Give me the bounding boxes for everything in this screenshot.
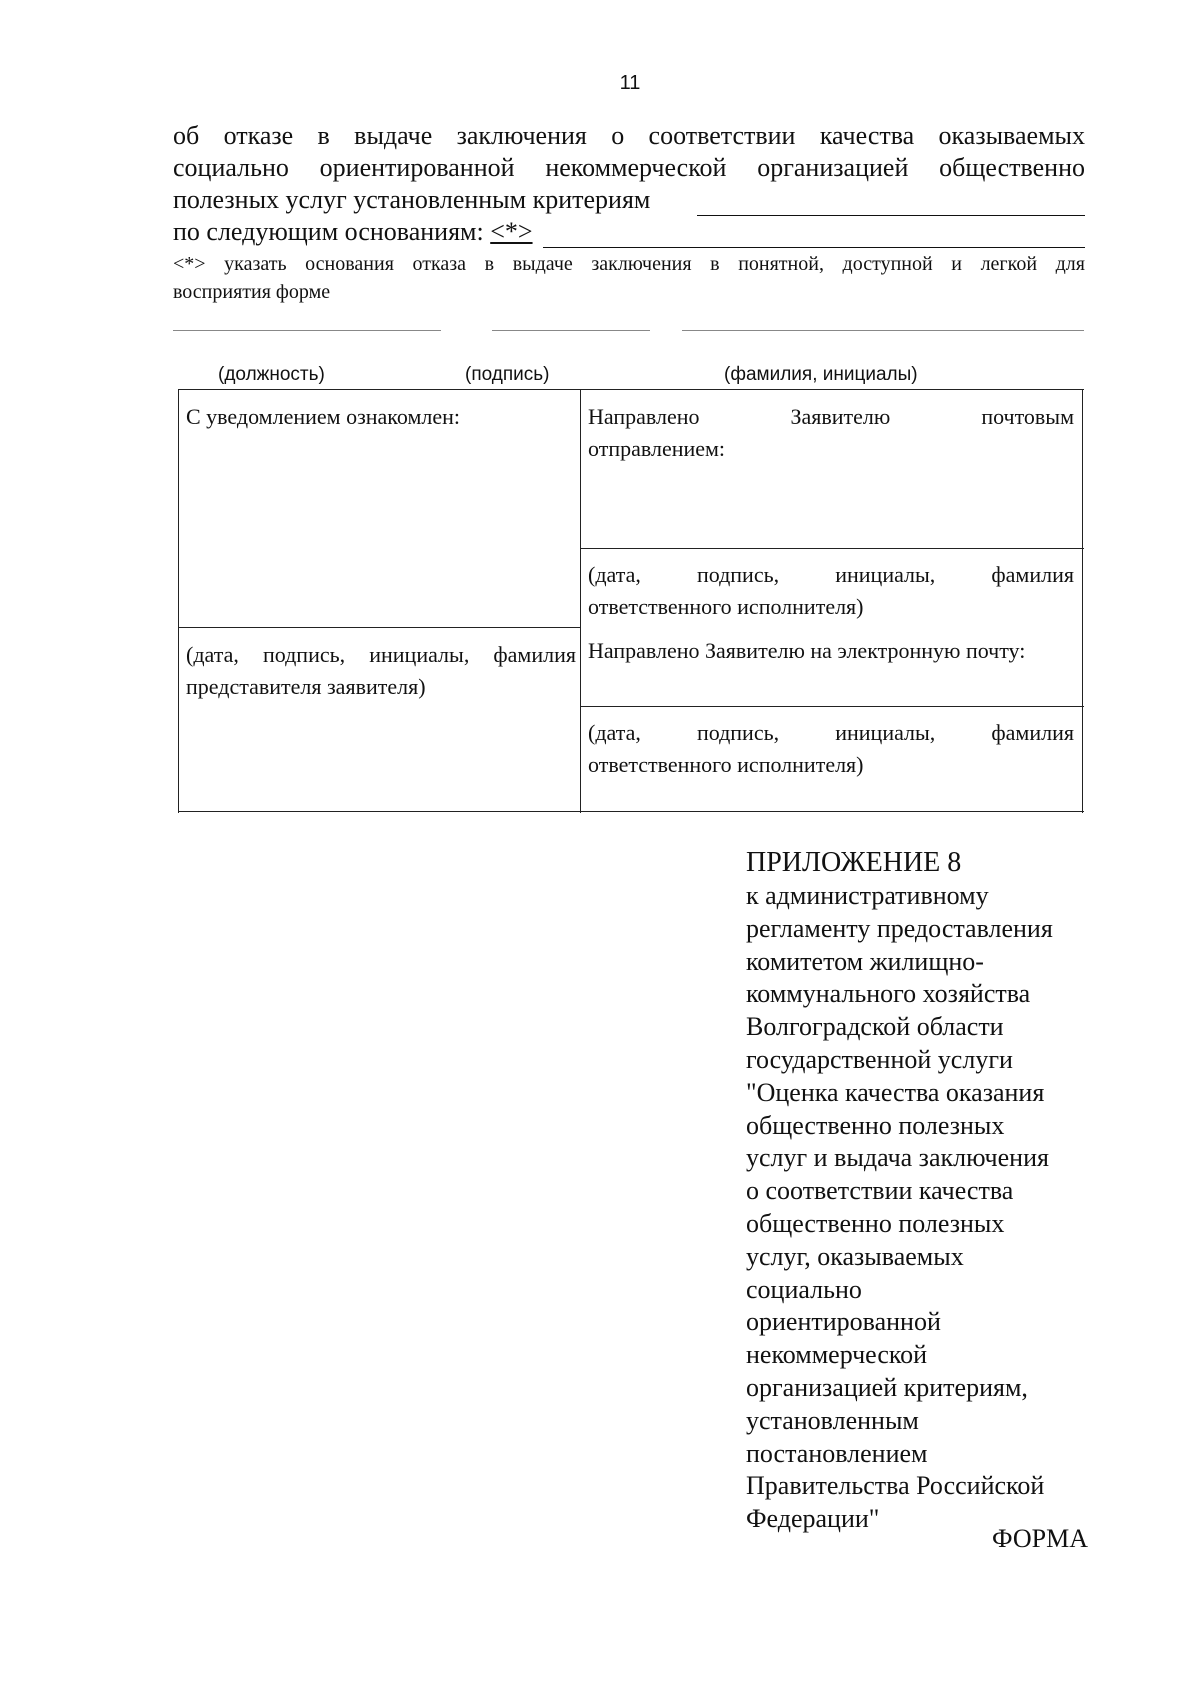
body-line-3 <box>173 184 1085 216</box>
executor-2-word-2: подпись, <box>696 720 780 745</box>
name-label: (фамилия, инициалы) <box>724 364 918 385</box>
executor-2-line-1 <box>588 717 1074 749</box>
executor-1-line-1 <box>588 559 1074 591</box>
name-signature-line[interactable] <box>682 330 1084 331</box>
body-line-1: об отказе в выдаче заключения о соответствии качества оказываемых <box>173 121 1085 150</box>
executor-2-word-1: (дата, <box>588 720 641 745</box>
appendix-line: услуг, оказываемых <box>746 1241 964 1271</box>
table-left-divider <box>178 627 581 628</box>
appendix-line: о соответствии качества <box>746 1176 1014 1206</box>
executor-1-word-3: инициалы, <box>835 562 936 587</box>
grounds-blank-line[interactable] <box>543 221 1085 248</box>
table-left-border <box>178 389 179 813</box>
responsible-executor-cell-1 <box>588 559 1074 623</box>
sent-word-3: почтовым <box>981 404 1074 429</box>
appendix-line: комитетом жилищно- <box>746 946 984 976</box>
executor-2-word-3: инициалы, <box>835 720 936 745</box>
appendix-line: общественно полезных <box>746 1208 1005 1238</box>
position-signature-line[interactable] <box>173 330 441 331</box>
appendix-line: к административному <box>746 881 989 910</box>
table-middle-border <box>580 389 581 813</box>
responsible-executor-cell-2 <box>588 717 1074 781</box>
sent-word-2: Заявителю <box>790 404 891 429</box>
sent-by-post-line-2: отправлением: <box>588 436 726 461</box>
applicant-rep-line-1: (дата, подпись, инициалы, фамилия <box>186 642 576 667</box>
appendix-title: ПРИЛОЖЕНИЕ 8 <box>746 847 962 878</box>
appendix-line: "Оценка качества оказания <box>746 1077 1045 1107</box>
page-number: 11 <box>619 72 641 94</box>
executor-1-word-2: подпись, <box>696 562 780 587</box>
appendix-line: общественно полезных <box>746 1110 1005 1140</box>
footnote-line-2: восприятия форме <box>173 281 331 303</box>
sent-by-post-line-1 <box>588 401 1074 433</box>
criteria-blank-line[interactable] <box>697 189 1085 216</box>
executor-1-word-4: фамилия <box>991 562 1074 587</box>
executor-2-word-4: фамилия <box>991 720 1074 745</box>
executor-2-line-2: ответственного исполнителя) <box>588 752 864 777</box>
table-bottom-border <box>178 811 1084 812</box>
applicant-rep-line-2: представителя заявителя) <box>186 674 426 699</box>
appendix-line: услуг и выдача заключения <box>746 1143 1049 1173</box>
position-label: (должность) <box>218 364 325 385</box>
appendix-line: ориентированной <box>746 1307 941 1337</box>
executor-1-word-1: (дата, <box>588 562 641 587</box>
sent-by-email-cell: Направлено Заявителю на электронную почту: <box>588 638 1026 663</box>
appendix-line: организацией критериям, <box>746 1372 1028 1402</box>
appendix-line: социально <box>746 1274 862 1304</box>
table-right-divider-1 <box>580 548 1084 549</box>
table-right-divider-2 <box>580 706 1084 707</box>
sent-word-1: Направлено <box>588 404 700 429</box>
table-top-border <box>178 389 1084 390</box>
acknowledged-cell: С уведомлением ознакомлен: <box>186 404 461 429</box>
appendix-line: некоммерческой <box>746 1340 928 1370</box>
footnote-line-1: <*> указать основания отказа в выдаче заключения в понятной, доступной и легкой для <box>173 253 1085 275</box>
appendix-line: государственной услуги <box>746 1044 1013 1074</box>
applicant-rep-cell <box>186 639 576 703</box>
appendix-line: Правительства Российской <box>746 1471 1045 1501</box>
footnote <box>173 250 1085 306</box>
body-line-4 <box>173 216 1085 248</box>
executor-1-line-2: ответственного исполнителя) <box>588 594 864 619</box>
appendix-line: постановлением <box>746 1438 928 1468</box>
signature-line[interactable] <box>492 330 650 331</box>
appendix-block <box>746 846 1096 1536</box>
acknowledgement-table <box>178 389 1084 813</box>
form-label: ФОРМА <box>992 1524 1088 1553</box>
refusal-paragraph <box>173 120 1085 248</box>
signature-label: (подпись) <box>465 364 550 385</box>
appendix-line: регламенту предоставления <box>746 913 1053 943</box>
appendix-line: Волгоградской области <box>746 1012 1004 1042</box>
appendix-line: установленным <box>746 1405 919 1435</box>
table-right-border <box>1082 389 1083 813</box>
grounds-text: по следующим основаниям: <box>173 217 484 246</box>
criteria-text: полезных услуг установленным критериям <box>173 185 651 214</box>
footnote-marker: <*> <box>490 217 533 246</box>
body-line-2: социально ориентированной некоммерческой организацией общественно <box>173 153 1085 182</box>
appendix-line: Федерации" <box>746 1504 880 1534</box>
sent-by-post-cell <box>588 401 1074 465</box>
appendix-line: коммунального хозяйства <box>746 979 1031 1009</box>
